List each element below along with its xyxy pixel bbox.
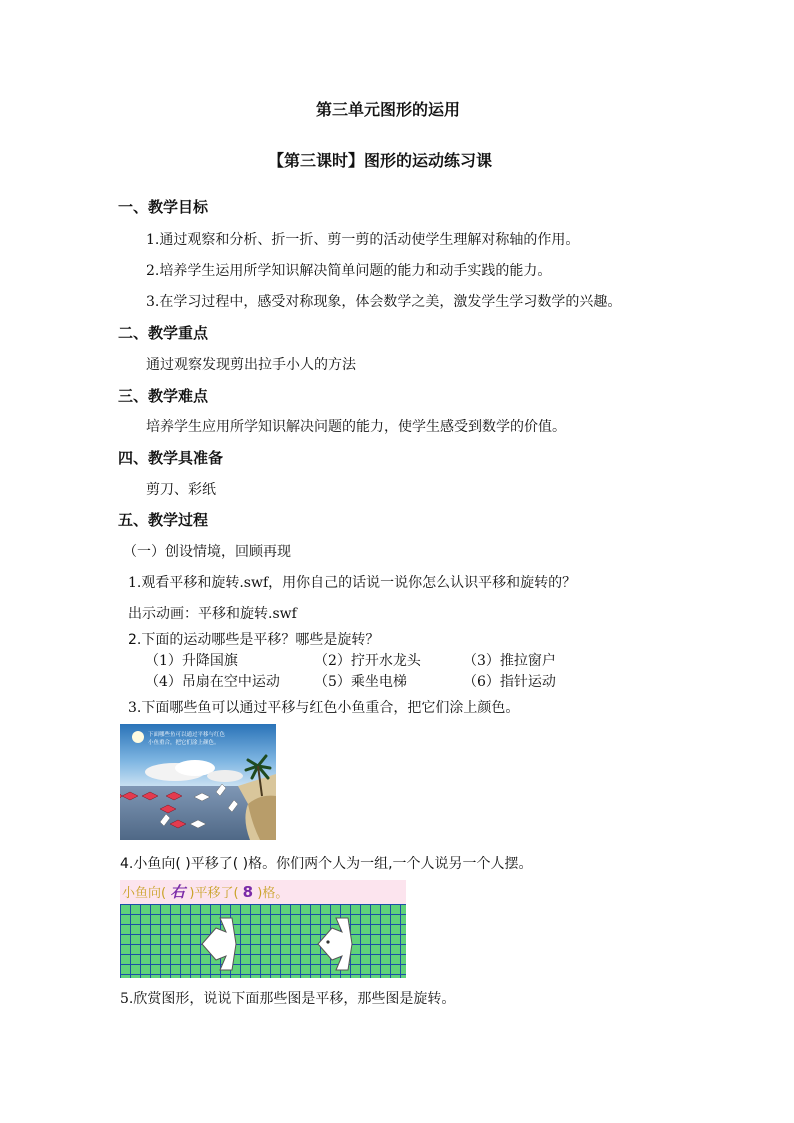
grid-board <box>120 904 406 978</box>
fish-sea-image <box>120 724 276 840</box>
fish-original <box>202 918 236 970</box>
goal-item-2: 2.培养学生运用所学知识解决简单问题的能力和动手实践的能力。 <box>146 263 552 279</box>
question-2: 2.下面的运动哪些是平移？哪些是旋转？ <box>128 632 380 648</box>
section-5-heading: 五、教学过程 <box>118 511 209 529</box>
section-4-text: 剪刀、彩纸 <box>146 482 216 498</box>
question-5: 5.欣赏图形，说说下面那些图是平移，那些图是旋转。 <box>120 991 456 1007</box>
question-3: 3.下面哪些鱼可以通过平移与红色小鱼重合，把它们涂上颜色。 <box>128 700 520 716</box>
section-4-heading: 四、教学具准备 <box>118 449 224 467</box>
image-caption-line-2: 小鱼重合，把它们涂上颜色。 <box>148 740 220 746</box>
question-4: 4.小鱼向( )平移了( )格。你们两个人为一组,一个人说另一个人摆。 <box>120 856 533 872</box>
question-1-note: 出示动画：平移和旋转.swf <box>128 606 297 622</box>
page-subtitle: 【第三课时】图形的运动练习课 <box>268 151 493 170</box>
fish-translated <box>318 918 352 970</box>
option-3: （3）推拉窗户 <box>463 653 556 669</box>
section-2-text: 通过观察发现剪出拉手小人的方法 <box>146 357 356 373</box>
page-title: 第三单元图形的运用 <box>316 100 461 119</box>
grid-count-answer: 8 <box>242 883 254 901</box>
grid-caption <box>120 880 408 904</box>
goal-item-1: 1.通过观察和分析、折一折、剪一剪的活动使学生理解对称轴的作用。 <box>146 232 580 248</box>
goal-item-3: 3.在学习过程中，感受对称现象，体会数学之美，激发学生学习数学的兴趣。 <box>146 294 622 310</box>
section-3-heading: 三、教学难点 <box>118 387 209 405</box>
grid-direction-answer: 右 <box>170 883 186 901</box>
grid-caption-part-3: )格。 <box>257 886 289 901</box>
option-5: （5）乘坐电梯 <box>314 674 407 690</box>
section-3-text: 培养学生应用所学知识解决问题的能力，使学生感受到数学的价值。 <box>146 419 566 435</box>
section-2-heading: 二、教学重点 <box>118 324 209 342</box>
grid-caption-part-1: 小鱼向( <box>122 886 167 901</box>
image-caption-line-1: 下面哪些鱼可以通过平移与红色 <box>148 732 226 738</box>
subsection-1-heading: （一）创设情境，回顾再现 <box>123 544 291 560</box>
grid-image <box>120 880 406 978</box>
option-1: （1）升降国旗 <box>145 653 238 669</box>
section-1-heading: 一、教学目标 <box>118 198 209 216</box>
option-2: （2）拧开水龙头 <box>314 653 421 669</box>
option-4: （4）吊扇在空中运动 <box>145 674 280 690</box>
question-1: 1.观看平移和旋转.swf，用你自己的话说一说你怎么认识平移和旋转的？ <box>128 575 577 591</box>
option-6: （6）指针运动 <box>463 674 556 690</box>
grid-caption-part-2: )平移了( <box>189 886 239 901</box>
